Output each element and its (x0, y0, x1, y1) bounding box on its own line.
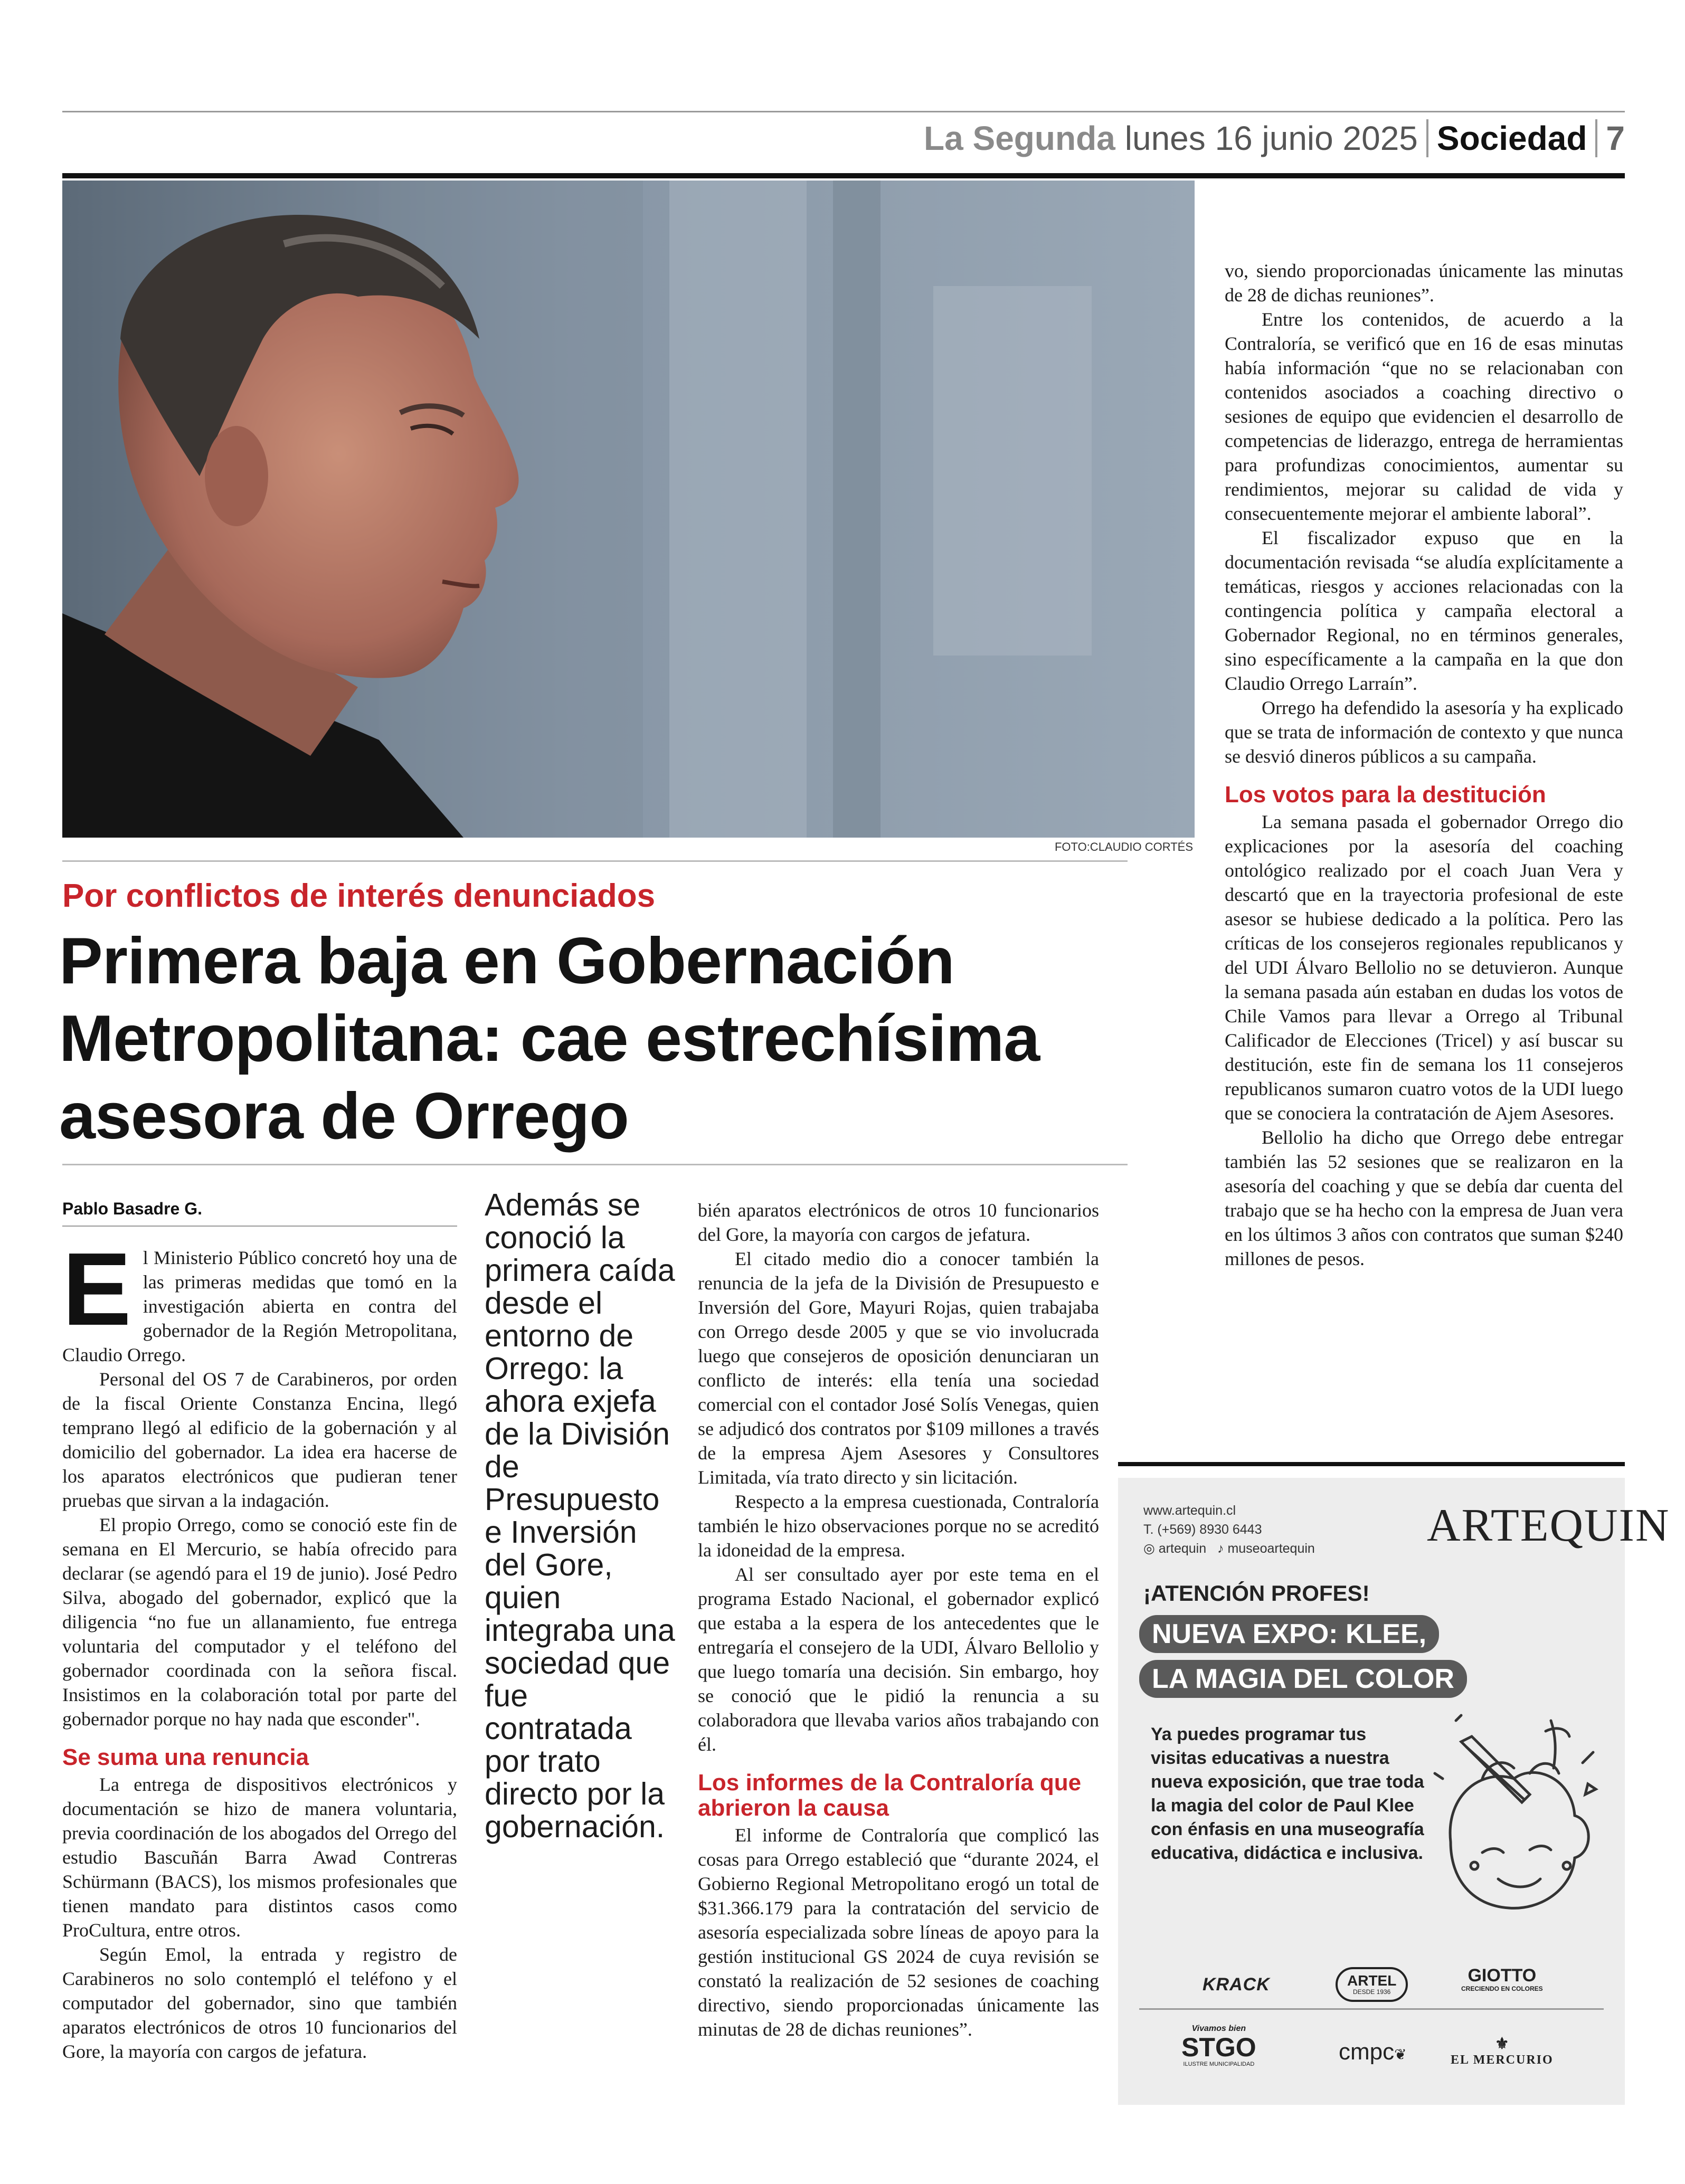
paper-name: La Segunda (924, 119, 1115, 157)
instagram-icon: ◎ (1143, 1541, 1155, 1556)
paragraph: Entre los contenidos, de acuerdo a la Contraloría, se verificó que en 16 de esas minutas había información “que no se relacionaban con contenidos asociados a coaching directivo o sesiones de equipo que evidencien el desarrollo de competencias de liderazgo, entrega de herramientas para profundizas conocimientos, aumentar su rendimientos, mejorar su calidad de vida y consecuentemente mejorar el ambiente laboral”. (1225, 309, 1623, 524)
headline-line: Primera baja en Gobernación (59, 925, 954, 998)
paragraph: Personal del OS 7 de Carabineros, por orden de la fiscal Oriente Constanza Encina, llegó temprano llegó al edificio de la gobernación y al domicilio del gobernador. La idea era hacerse de los aparatos electrónicos que pudieran tener pruebas que sirvan a la indagación. (62, 1369, 457, 1511)
artequin-logo: ARTEQUIN (1427, 1500, 1670, 1551)
paragraph: Bellolio ha dicho que Orrego debe entregar también las 52 sesiones que se realizaron en la asesoría del coaching y que se debía dar cuenta del trabajo que se ha hecho con la empresa de Juan vera en los últimos 3 años con contratos que suman $240 millones de pesos. (1225, 1127, 1623, 1269)
byline: Pablo Basadre G. (62, 1199, 202, 1218)
ad-contact (1143, 1501, 1315, 1558)
masthead-divider (1426, 119, 1428, 157)
sponsor-stgo (1181, 2024, 1256, 2067)
lead-paragraph (62, 1231, 457, 1367)
paragraph: Respecto a la empresa cuestionada, Contraloría también le hizo observaciones porque no se acreditó la idoneidad de la empresa. (698, 1491, 1099, 1561)
paragraph: La semana pasada el gobernador Orrego dio explicaciones por la asesoría del coaching ontológico realizado por el coach Juan Vera y descartó que en la trayectoria profesional de este asesor se hubiese dedicado a la política. Pero las críticas de los consejeros regionales republicanos y del UDI Álvaro Bellolio no se detuvieron. Aunque la semana pasada aún estaban en dudas los votos de Chile Vamos para llevar a Orrego al Tribunal Calificador de Elecciones (Tricel) y así buscar su destitución, este fin de semana los 11 consejeros republicanos sumaron cuatro votos de la UDI luego que se conociera la contratación de Ajem Asesores. (1225, 811, 1623, 1124)
ad-phone: T. (+569) 8930 6443 (1143, 1522, 1262, 1537)
ad-tiktok: museoartequin (1227, 1541, 1315, 1556)
paragraph: Orrego ha defendido la asesoría y ha explicado que se trata de información de contexto y que nunca se desvió dineros públicos a su campaña. (1225, 697, 1623, 767)
sponsor-artel-tagline: DESDE 1936 (1352, 1988, 1391, 1996)
ad-social (1143, 1539, 1315, 1558)
ad-rule (1118, 1462, 1625, 1466)
sponsor-divider (1139, 2008, 1604, 2010)
drop-cap: E (62, 1231, 131, 1347)
masthead (924, 117, 1625, 159)
sponsor-cmpc (1339, 2039, 1407, 2065)
headline-rule (62, 1164, 1128, 1165)
article-column-1 (62, 1231, 457, 2062)
article-column-2 (698, 1198, 1099, 2040)
sponsor-stgo-sub: ILUSTRE MUNICIPALIDAD (1183, 2061, 1255, 2067)
ad-expo-pill-1: NUEVA EXPO: KLEE, (1139, 1615, 1439, 1653)
tiktok-icon: ♪ (1217, 1541, 1224, 1556)
header-rule (62, 173, 1625, 178)
article-column-3 (1225, 259, 1623, 1271)
paragraph: Al ser consultado ayer por este tema en el programa Estado Nacional, el gobernador explicó que estaba a la espera de los antecedentes que le entregaría el consejero de la UDI, Álvaro Bellolio y que luego tomaría una decisión. Sin embargo, hoy se conoció que le pidió la renuncia a su colaboradora que llevaba varios años trabajando con él. (698, 1564, 1099, 1755)
ad-attention: ¡ATENCIÓN PROFES! (1143, 1581, 1370, 1606)
headline-line: Metropolitana: cae estrechísima (59, 1002, 1040, 1075)
sponsor-cmpc-name: cmpc (1339, 2039, 1395, 2065)
masthead-divider (1595, 119, 1597, 157)
sponsor-mercurio (1451, 2035, 1554, 2067)
lead-text: l Ministerio Público concretó hoy una de las primeras medidas que tomó en la investigación abierta en contra del gobernador de la Región Metropolitana, Claudio Orrego. (62, 1247, 457, 1365)
sponsor-giotto (1461, 1966, 1543, 1992)
sponsor-giotto-tagline: CRECIENDO EN COLORES (1461, 1985, 1543, 1992)
headline (59, 923, 1157, 1155)
headline-line: asesora de Orrego (59, 1080, 629, 1153)
portrait-photo (62, 181, 1195, 838)
photo-credit: FOTO:CLAUDIO CORTÉS (1054, 840, 1193, 853)
paragraph: El informe de Contraloría que complicó las cosas para Orrego estableció que “durante 2024, el Gobierno Regional Metropolitano erogó un total de $31.366.179 para la contratación del servicio de asesoría especializada sobre líneas de apoyo para la gestión institucional GS 2024 de cuya revisión se constató la realización de 52 sesiones de coaching directivo, siendo proporcionadas únicamente las minutas de 28 de dichas reuniones”. (698, 1825, 1099, 2040)
sponsor-stgo-tag: Vivamos bien (1191, 2024, 1246, 2033)
ad-expo-pill-2: LA MAGIA DEL COLOR (1139, 1660, 1467, 1698)
sponsor-artel-name: ARTEL (1347, 1972, 1397, 1989)
paragraph: El citado medio dio a conocer también la renuncia de la jefa de la División de Presupuesto e Inversión del Gore, Mayuri Rojas, quien trabajaba con Orrego desde 2005 y que se vio involucrada luego que consejeros de oposición denunciaran un conflicto de interés: ella tenía una sociedad comercial con el contador José Solís Venegas, quien se adjudicó dos contratos por $109 millones a través de la empresa Ajem Asesores y Consultores Limitada, vía trato directo y sin licitación. (698, 1248, 1099, 1488)
title-rule (62, 860, 1128, 862)
byline-rule (62, 1226, 457, 1227)
mercury-icon: ⚜ (1494, 2035, 1509, 2053)
artequin-ad[interactable] (1118, 1478, 1670, 2105)
child-drawing-icon (1424, 1699, 1604, 1921)
paragraph-continuation: bién aparatos electrónicos de otros 10 funcionarios del Gore, la mayoría con cargos de jefatura. (698, 1200, 1099, 1245)
paragraph: El fiscalizador expuso que en la documentación revisada “se aludía explícitamente a temáticas, riesgos y acciones relacionadas con la contingencia política y campaña electoral a Gobernador Regional, no en términos generales, sino específicamente a la campaña en la que don Claudio Orrego Larraín”. (1225, 527, 1623, 694)
paragraph-continuation: vo, siendo proporcionadas únicamente las minutas de 28 de dichas reuniones”. (1225, 260, 1623, 306)
sponsor-giotto-name: GIOTTO (1468, 1965, 1537, 1986)
section-name: Sociedad (1436, 119, 1587, 157)
ad-blurb: Ya puedes programar tus visitas educativas a nuestra nueva exposición, que trae toda la magia del color de Paul Klee con énfasis en una museografía educativa, didáctica e inclusiva. (1151, 1724, 1424, 1863)
ad-instagram: artequin (1158, 1541, 1207, 1556)
top-rule (62, 111, 1625, 112)
subhead: Los informes de la Contraloría que abrieron la causa (698, 1770, 1082, 1821)
paragraph: El propio Orrego, como se conoció este fin de semana en El Mercurio, se había ofrecido para declarar (se agendó para el 19 de junio). José Pedro Silva, abogado del gobernador, explicó que la diligencia “no fue un allanamiento, fue entrega voluntaria del computador y el teléfono del gobernador coordinada con la señora fiscal. Insistimos en la colaboración total por parte del gobernador porque no hay nada que esconder". (62, 1514, 457, 1730)
ad-sponsors (1139, 1955, 1604, 2087)
pull-quote: Además se conoció la primera caída desde el entorno de Orrego: la ahora exjefa de la División de Presupuesto e Inversión del Gore, quien integraba una sociedad que fue contratada por trato directo por la gobernación. (485, 1188, 675, 1844)
kicker: Por conflictos de interés denunciados (62, 878, 656, 914)
subhead: Se suma una renuncia (62, 1744, 309, 1770)
ad-website[interactable]: www.artequin.cl (1143, 1503, 1236, 1518)
page-number: 7 (1606, 119, 1625, 157)
paragraph: La entrega de dispositivos electrónicos y documentación se hizo de manera voluntaria, previa coordinación de los abogados del Orrego del estudio Bascuñán Barra Awad Contreras Schürmann (BACS), los mismos profesionales que tienen mandato para distintos casos como ProCultura, entre otros. (62, 1774, 457, 1941)
subhead: Los votos para la destitución (1225, 782, 1546, 808)
issue-date: lunes 16 junio 2025 (1124, 119, 1418, 157)
sponsor-krack: KRACK (1203, 1974, 1270, 1995)
paragraph: Según Emol, la entrada y registro de Carabineros no solo contempló el teléfono y el computador del gobernador, sino que también aparatos electrónicos de otros 10 funcionarios del Gore, la mayoría con cargos de jefatura. (62, 1944, 457, 2062)
sponsor-artel (1336, 1967, 1408, 2002)
leaf-icon: ❦ (1394, 2046, 1407, 2063)
sponsor-mercurio-name: EL MERCURIO (1451, 2053, 1554, 2067)
sponsor-stgo-name: STGO (1181, 2033, 1256, 2062)
